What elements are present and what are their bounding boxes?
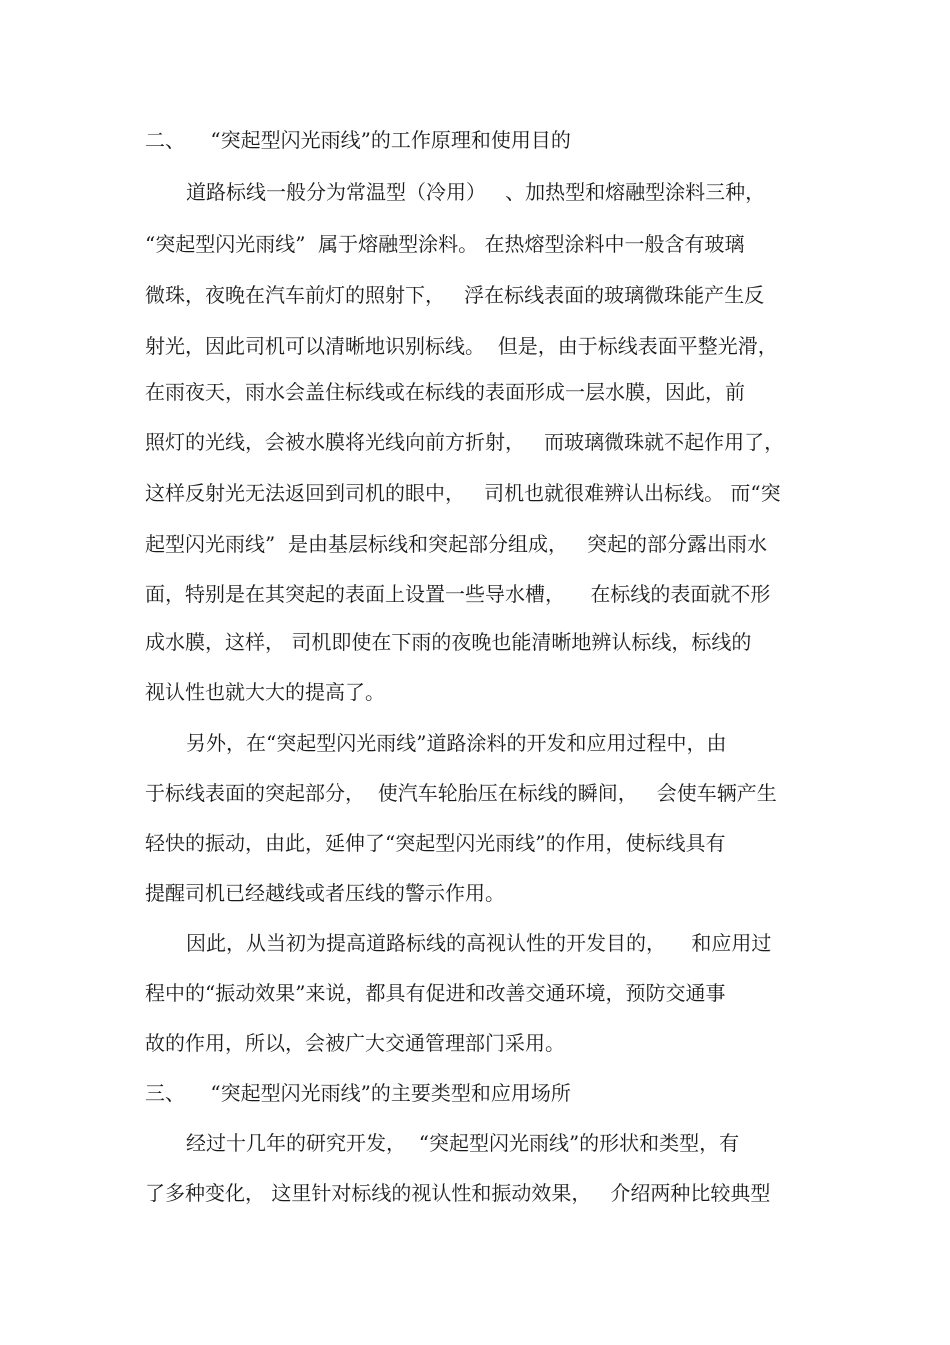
section-heading-2: 二、 “突起型闪光雨线”的工作原理和使用目的 (145, 128, 571, 152)
paragraph-line: 视认性也就大大的提高了。 (145, 680, 385, 704)
paragraph-line: 因此，从当初为提高道路标线的高视认性的开发目的， 和应用过 (186, 931, 772, 955)
paragraph-line: 在雨夜天，雨水会盖住标线或在标线的表面形成一层水膜，因此，前 (145, 380, 745, 404)
paragraph-line: 经过十几年的研究开发， “突起型闪光雨线”的形状和类型，有 (186, 1131, 740, 1155)
paragraph-line: 射光，因此司机可以清晰地识别标线。 但是，由于标线表面平整光滑， (145, 334, 778, 358)
paragraph-line: 这样反射光无法返回到司机的眼中， 司机也就很难辨认出标线。 而“突 (145, 481, 781, 505)
paragraph-line: “突起型闪光雨线” 属于熔融型涂料。 在热熔型涂料中一般含有玻璃 (145, 232, 745, 256)
paragraph-line: 照灯的光线，会被水膜将光线向前方折射， 而玻璃微珠就不起作用了， (145, 430, 785, 454)
paragraph-line: 故的作用，所以，会被广大交通管理部门采用。 (145, 1031, 565, 1055)
paragraph-line: 提醒司机已经越线或者压线的警示作用。 (145, 881, 505, 905)
paragraph-line: 了多种变化， 这里针对标线的视认性和振动效果， 介绍两种比较典型 (145, 1181, 771, 1205)
paragraph-line: 面，特别是在其突起的表面上设置一些导水槽， 在标线的表面就不形 (145, 582, 771, 606)
paragraph-line: 成水膜，这样， 司机即使在下雨的夜晚也能清晰地辨认标线，标线的 (145, 630, 752, 654)
paragraph-line: 轻快的振动，由此，延伸了“突起型闪光雨线”的作用，使标线具有 (145, 831, 726, 855)
paragraph-line: 道路标线一般分为常温型（冷用） 、加热型和熔融型涂料三种， (186, 180, 766, 204)
paragraph-line: 于标线表面的突起部分， 使汽车轮胎压在标线的瞬间， 会使车辆产生 (145, 781, 777, 805)
paragraph-line: 起型闪光雨线” 是由基层标线和突起部分组成， 突起的部分露出雨水 (145, 532, 768, 556)
section-heading-3: 三、 “突起型闪光雨线”的主要类型和应用场所 (145, 1081, 571, 1105)
paragraph-line: 程中的“振动效果”来说，都具有促进和改善交通环境，预防交通事 (145, 981, 726, 1005)
paragraph-line: 另外，在“突起型闪光雨线”道路涂料的开发和应用过程中，由 (186, 731, 727, 755)
paragraph-line: 微珠，夜晚在汽车前灯的照射下， 浮在标线表面的玻璃微珠能产生反 (145, 283, 765, 307)
